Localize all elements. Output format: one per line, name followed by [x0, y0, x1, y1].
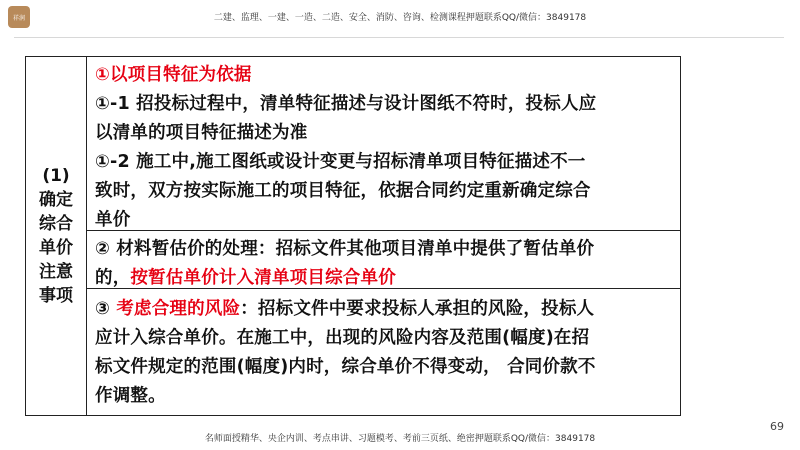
row3-prefix: ③	[95, 299, 117, 319]
row2-highlight: 按暂估单价计入清单项目综合单价	[130, 268, 396, 288]
content-column	[87, 57, 680, 415]
section-label-line: 注意	[39, 262, 73, 282]
row3-text: 标文件规定的范围(幅度)内时，综合单价不得变动， 合同价款不	[95, 357, 596, 377]
row3-text: 应计入综合单价。在施工中，出现的风险内容及范围(幅度)在招	[95, 328, 590, 348]
section-label-line: 单价	[39, 238, 73, 258]
row3-text	[95, 295, 672, 324]
row1-text: ①-2 施工中,施工图纸或设计变更与招标清单项目特征描述不一	[95, 152, 586, 172]
row3-highlight: 考虑合理的风险	[116, 299, 241, 319]
header-divider	[14, 37, 784, 38]
row1-text: 致时，双方按实际施工的项目特征，依据合同约定重新确定综合	[95, 181, 591, 201]
row2-text-black: 的，	[95, 268, 131, 288]
section-label-line: (1)	[42, 166, 70, 186]
row2-text: ② 材料暂估价的处理：招标文件其他项目清单中提供了暂估单价	[95, 239, 595, 259]
row1-heading: ①以项目特征为依据	[95, 65, 252, 85]
content-table	[25, 56, 681, 416]
row1-text: 以清单的项目特征描述为准	[95, 123, 308, 143]
row3-text: 作调整。	[95, 386, 166, 406]
page-number: 69	[770, 420, 784, 433]
section-label-cell	[26, 57, 87, 415]
row1-text: 单价	[95, 210, 131, 230]
row3-rest: ：招标文件中要求投标人承担的风险，投标人	[240, 299, 595, 319]
row-project-features	[87, 57, 680, 231]
section-label-line: 事项	[39, 286, 73, 306]
row1-text: ①-1 招投标过程中，清单特征描述与设计图纸不符时，投标人应	[95, 94, 597, 114]
section-label-line: 确定	[39, 190, 73, 210]
row-material-estimate	[87, 231, 680, 289]
row-risk	[87, 289, 680, 415]
footer-contact-text: 名师面授精华、央企内训、考点串讲、习题模考、考前三页纸、绝密押题联系QQ/微信：3849178	[204, 434, 596, 444]
header-contact-text: 二建、监理、一建、一造、二造、安全、消防、咨询、检测课程押题联系QQ/微信：3849178	[213, 13, 587, 23]
section-label-line: 综合	[39, 214, 73, 234]
brand-logo: 祥润	[8, 6, 30, 28]
